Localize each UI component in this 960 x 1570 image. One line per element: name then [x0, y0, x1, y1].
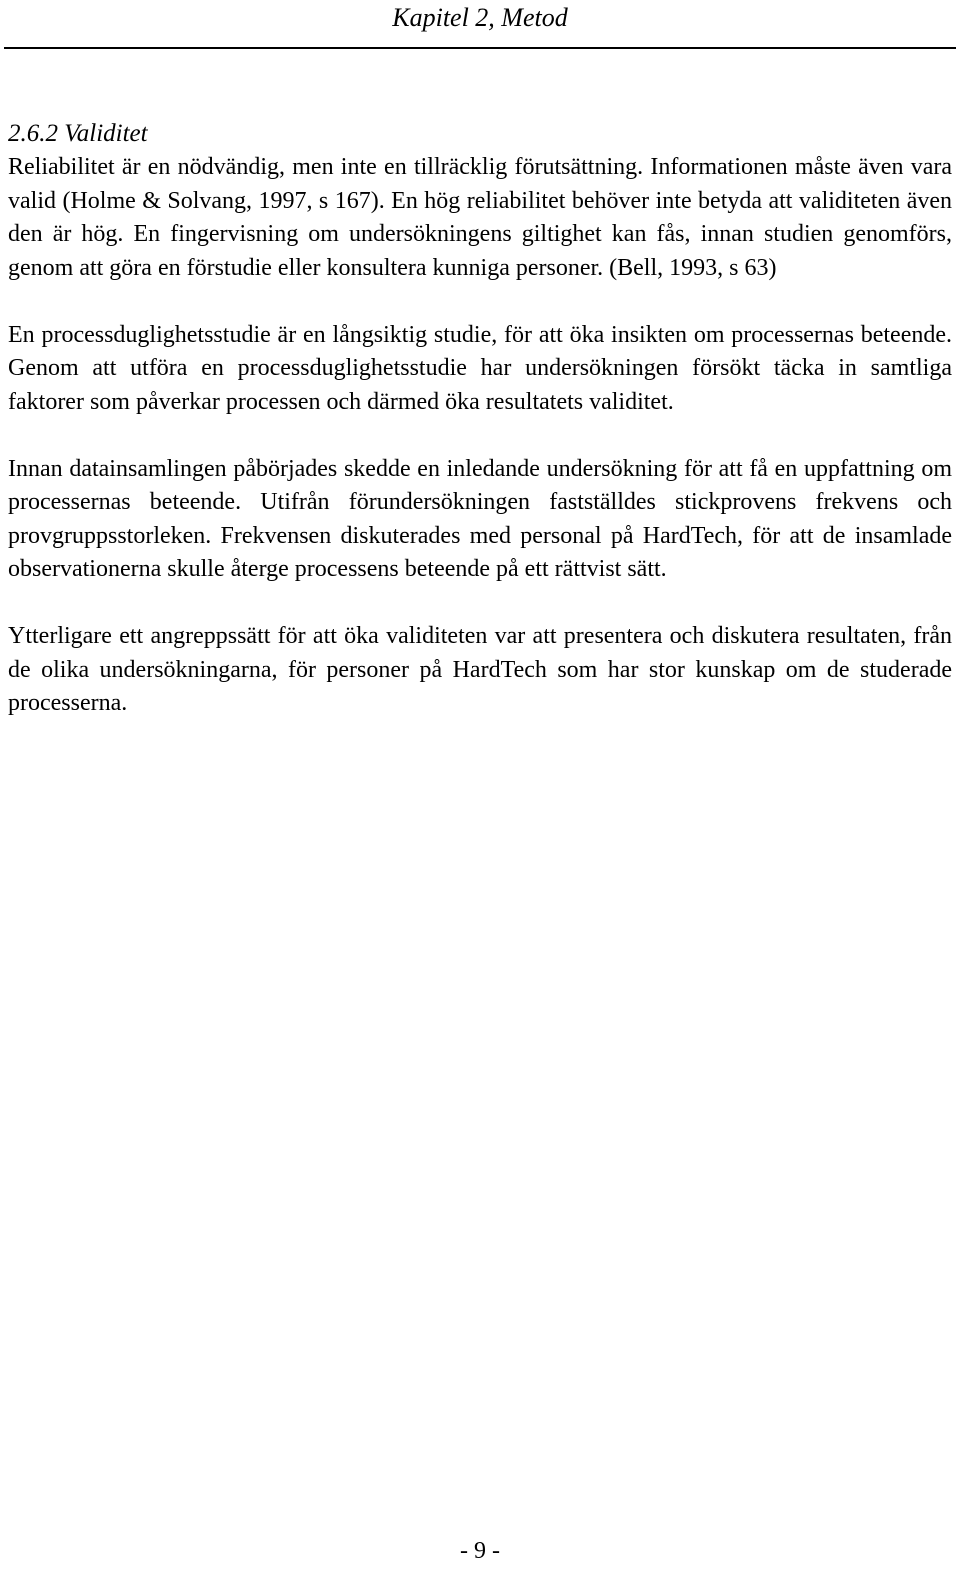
section-heading: 2.6.2 Validitet	[8, 120, 148, 147]
header-divider	[4, 47, 956, 49]
paragraph-approach: Ytterligare ett angreppssätt för att öka validiteten var att presentera och diskutera resultaten, från de olika undersökningarna, för personer på HardTech som har stor kunskap om de studerade processerna.	[8, 623, 952, 716]
paragraph-process-capability: En processduglighetsstudie är en långsiktig studie, för att öka insikten om processernas beteende. Genom att utföra en processduglighetsstudie har undersökningen försökt täcka in samtliga faktorer som påverkar processen och därmed öka resultatets validitet.	[8, 321, 952, 415]
page-body	[8, 117, 952, 721]
running-header-title: Kapitel 2, Metod	[392, 3, 568, 32]
page-number: - 9 -	[460, 1538, 500, 1564]
paragraph-reliability: Reliabilitet är en nödvändig, men inte en tillräcklig förutsättning. Informationen måste även vara valid (Holme & Solvang, 1997, s 167). En hög reliabilitet behöver inte betyda att validiteten även den är hög. En fingervisning om undersökningens giltighet kan fås, innan studien genomförs, genom att göra en förstudie eller konsultera kunniga personer. (Bell, 1993, s 63)	[8, 154, 952, 281]
paragraph-pre-study: Innan datainsamlingen påbörjades skedde en inledande undersökning för att få en uppfattning om processernas beteende. Utifrån förundersökningen fastställdes stickprovens frekvens och provgruppsstorleken. Frekvensen diskuterades med personal på HardTech, för att de insamlade observationerna skulle återge processens beteende på ett rättvist sätt.	[8, 455, 952, 582]
